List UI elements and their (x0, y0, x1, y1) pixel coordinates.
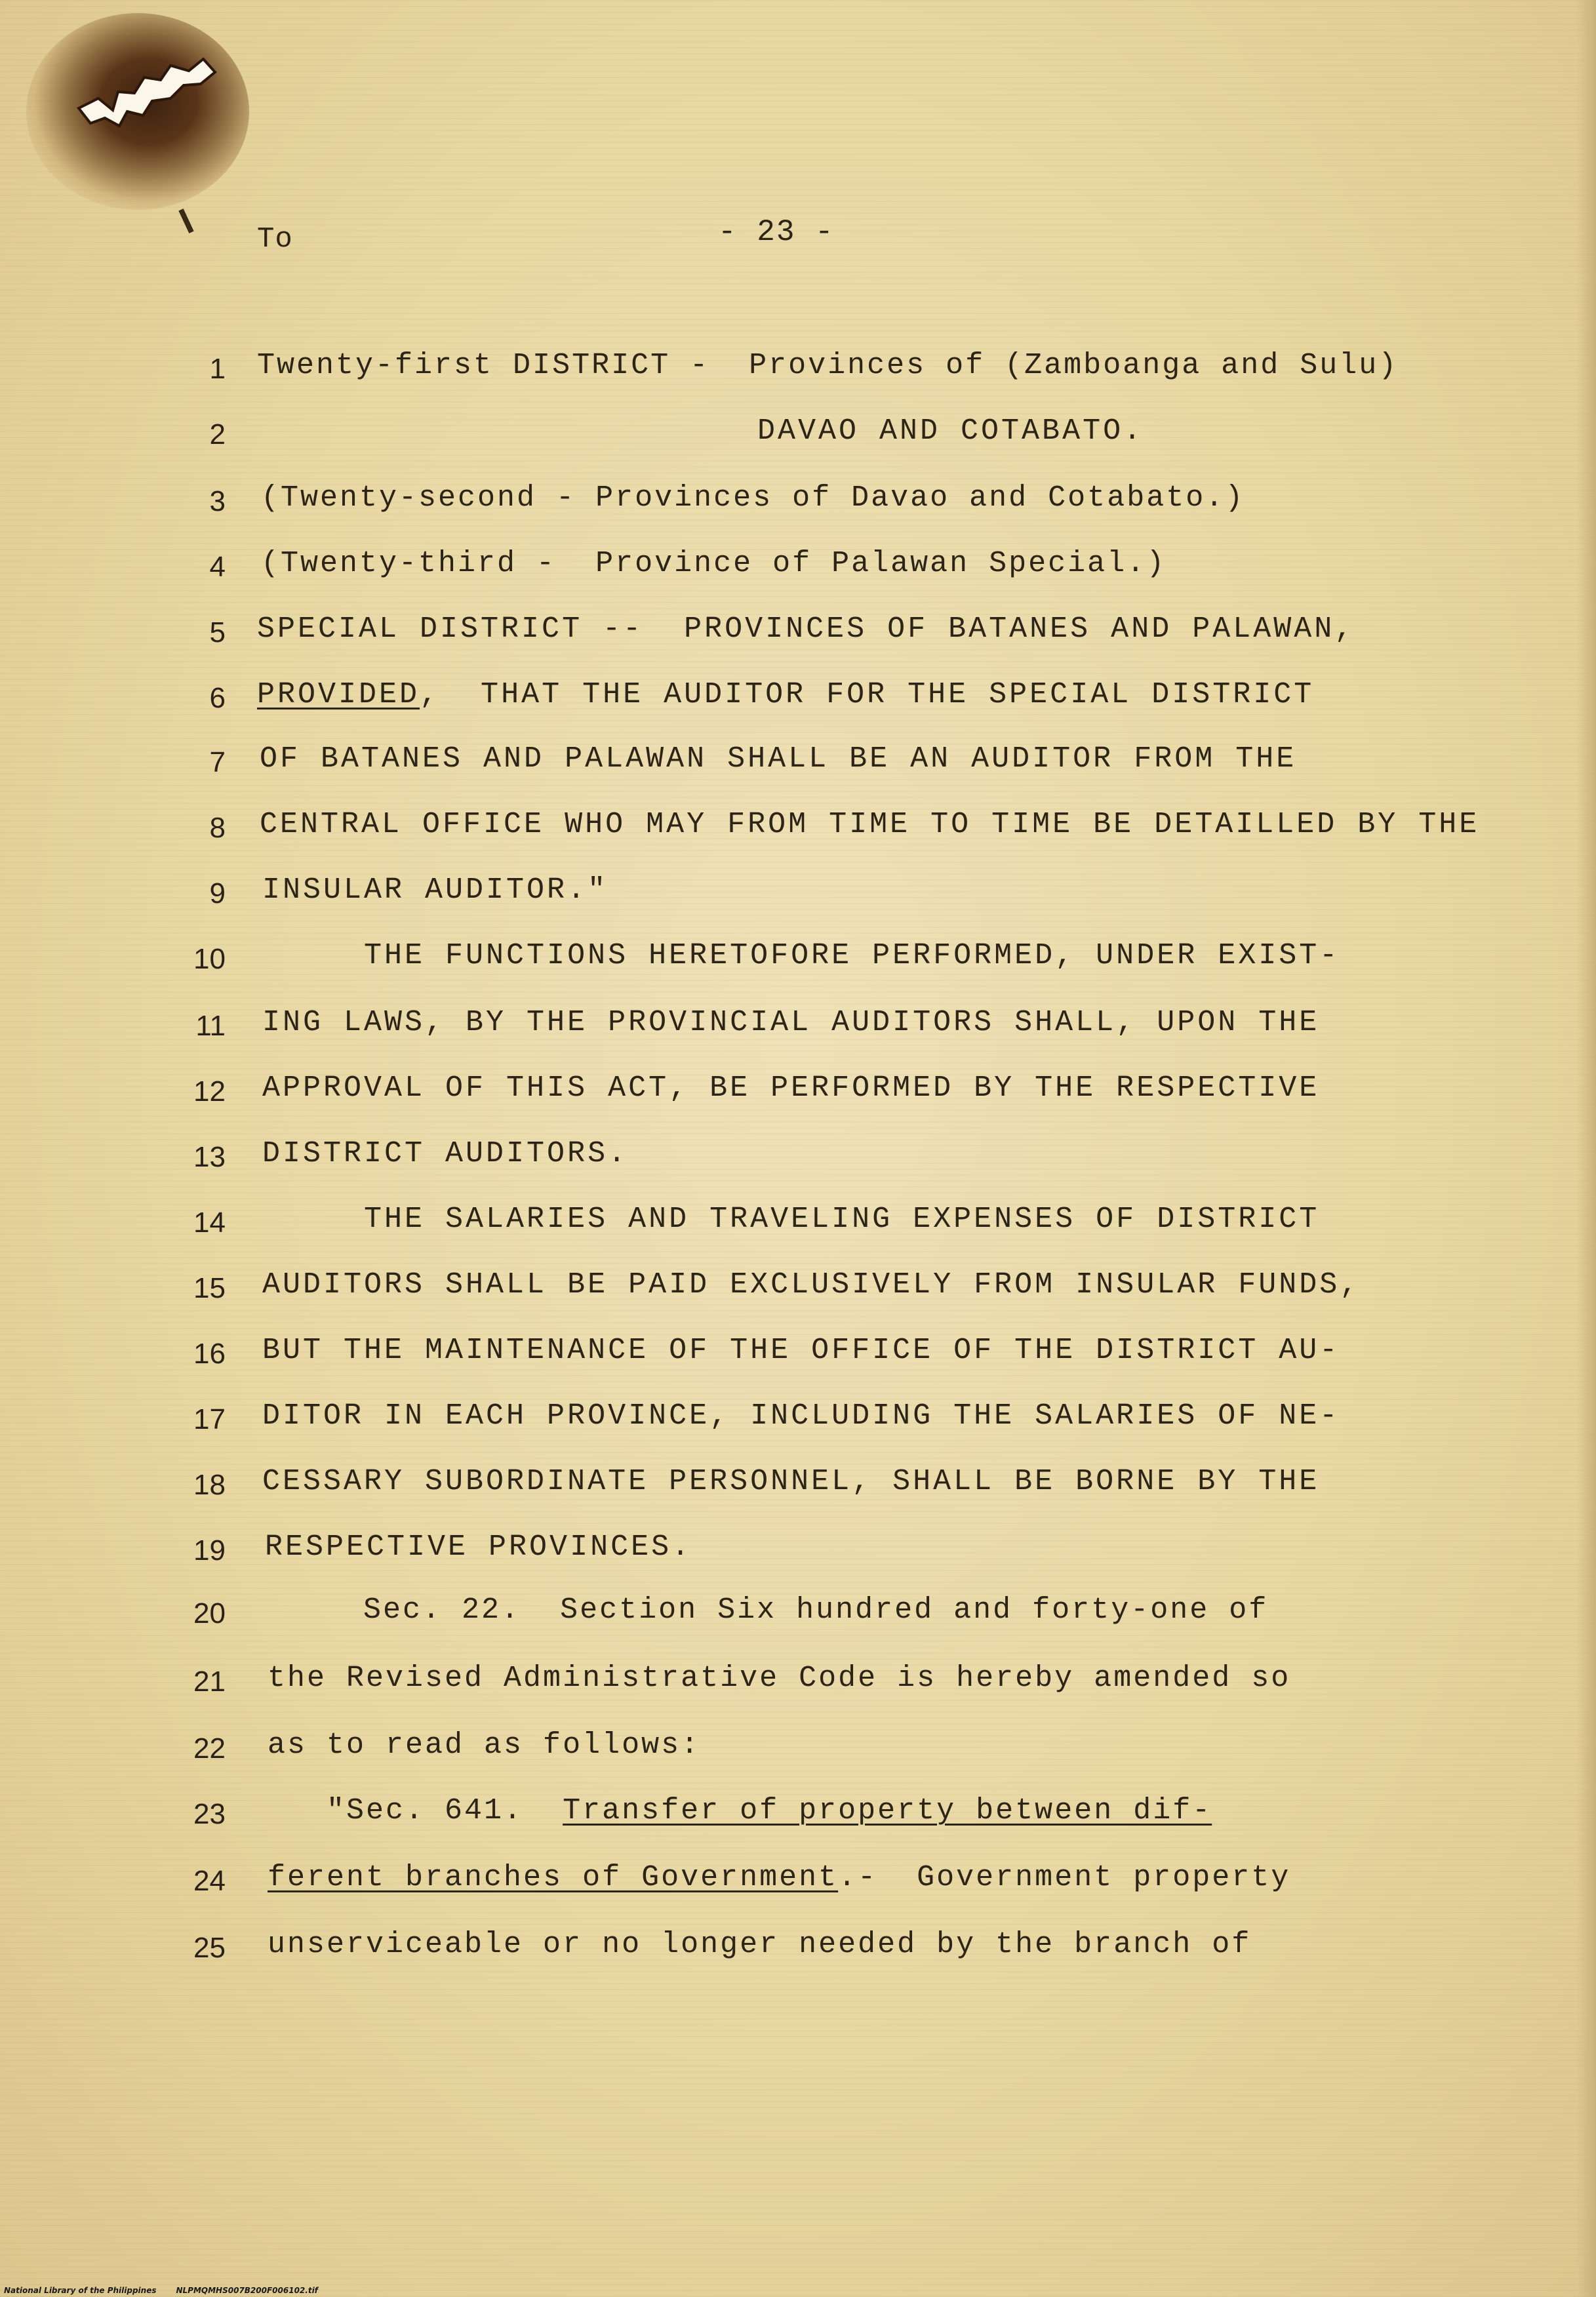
underlined-text: PROVIDED (257, 678, 420, 711)
archive-footer (4, 2286, 318, 2295)
line-text (265, 1593, 1268, 1627)
text-line (0, 936, 1596, 982)
text-segment: AUDITORS SHALL BE PAID EXCLUSIVELY FROM INSULAR FUNDS, (262, 1268, 1361, 1302)
text-line (0, 1200, 1596, 1246)
line-number: 2 (209, 418, 226, 450)
line-text (262, 873, 608, 907)
text-line (0, 740, 1596, 786)
text-segment: CENTRAL OFFICE WHO MAY FROM TIME TO TIME BE DETAILLED BY THE (260, 808, 1480, 841)
text-segment: the Revised Administrative Code is hereby amended so (268, 1662, 1291, 1695)
text-segment: BUT THE MAINTENANCE OF THE OFFICE OF THE DISTRICT AU- (262, 1334, 1340, 1367)
line-text (268, 1861, 1290, 1894)
line-number: 6 (209, 682, 226, 714)
file-id: NLPMQMHS007B200F006102.tif (176, 2286, 318, 2295)
line-number: 12 (193, 1075, 226, 1108)
line-number: 13 (193, 1141, 226, 1173)
line-text (257, 349, 1398, 382)
line-number: 10 (193, 943, 226, 975)
line-number: 7 (209, 746, 226, 778)
line-text (262, 1137, 628, 1170)
text-segment: DISTRICT AUDITORS. (262, 1137, 629, 1170)
line-text (260, 742, 1296, 776)
text-segment: , THAT THE AUDITOR FOR THE SPECIAL DISTRICT (420, 678, 1315, 711)
text-segment: Sec. 22. Section Six hundred and forty-one of (265, 1593, 1269, 1627)
line-text (262, 1203, 1319, 1236)
burn-hole-graphic (72, 46, 223, 131)
line-number: 22 (193, 1732, 226, 1765)
text-line (0, 805, 1596, 851)
text-segment: INSULAR AUDITOR." (262, 873, 608, 907)
text-line (0, 1528, 1596, 1574)
text-segment: THE SALARIES AND TRAVELING EXPENSES OF DISTRICT (262, 1203, 1320, 1236)
line-text (265, 1530, 692, 1564)
text-line (0, 1069, 1596, 1115)
text-line (0, 1266, 1596, 1311)
text-line (0, 1003, 1596, 1049)
text-line (0, 1134, 1596, 1180)
text-line (0, 871, 1596, 917)
line-number: 16 (193, 1338, 226, 1370)
text-segment: DAVAO AND COTABATO. (757, 414, 1144, 448)
line-number: 24 (193, 1865, 226, 1897)
text-line (0, 1726, 1596, 1772)
line-number: 3 (209, 485, 226, 517)
line-number: 18 (193, 1469, 226, 1501)
text-line (0, 1331, 1596, 1377)
text-line (0, 1462, 1596, 1508)
line-number: 5 (209, 616, 226, 649)
text-line (0, 479, 1596, 525)
line-number: 8 (209, 812, 226, 844)
text-line (0, 1925, 1596, 1971)
text-segment: APPROVAL OF THIS ACT, BE PERFORMED BY THE RESPECTIVE (262, 1071, 1320, 1105)
line-text (757, 414, 1144, 448)
line-number: 20 (193, 1597, 226, 1629)
line-number: 17 (193, 1403, 226, 1435)
underlined-text: Transfer of property between dif- (563, 1794, 1212, 1828)
line-number: 23 (193, 1798, 226, 1830)
to-label: To (257, 223, 293, 256)
text-line (0, 610, 1596, 656)
line-text (262, 1334, 1340, 1367)
text-segment: SPECIAL DISTRICT -- PROVINCES OF BATANES AND PALAWAN, (257, 612, 1355, 646)
text-segment: "Sec. 641. (268, 1794, 563, 1828)
text-segment: OF BATANES AND PALAWAN SHALL BE AN AUDITOR FROM THE (260, 742, 1297, 776)
text-segment: (Twenty-third - Province of Palawan Special.) (261, 547, 1167, 580)
text-segment: RESPECTIVE PROVINCES. (265, 1530, 692, 1564)
line-text (268, 1928, 1251, 1961)
line-text (268, 1728, 700, 1762)
text-segment: as to read as follows: (268, 1728, 701, 1762)
line-number: 19 (193, 1534, 226, 1567)
text-line (0, 1791, 1596, 1837)
line-number: 15 (193, 1272, 226, 1304)
text-line (0, 346, 1596, 392)
line-number: 21 (193, 1666, 226, 1698)
line-number: 1 (209, 353, 226, 385)
line-number: 4 (209, 551, 226, 583)
line-text (257, 612, 1355, 646)
text-line (0, 675, 1596, 721)
ink-tick-mark (178, 209, 193, 233)
text-segment: CESSARY SUBORDINATE PERSONNEL, SHALL BE BORNE BY THE (262, 1465, 1320, 1498)
text-segment: THE FUNCTIONS HERETOFORE PERFORMED, UNDER EXIST- (262, 939, 1340, 972)
line-text (262, 1268, 1360, 1302)
line-text (261, 547, 1166, 580)
text-line (0, 1659, 1596, 1705)
line-text (262, 1399, 1340, 1433)
line-text (268, 1794, 1212, 1828)
page-number: - 23 - (718, 215, 835, 249)
text-line (0, 1858, 1596, 1904)
line-text (262, 939, 1340, 972)
text-segment: .- Government property (838, 1861, 1291, 1894)
library-name: National Library of the Philippines (4, 2286, 157, 2295)
text-line (0, 1397, 1596, 1443)
line-text (257, 678, 1314, 711)
text-line (0, 412, 1596, 458)
text-line (0, 544, 1596, 590)
text-segment: unserviceable or no longer needed by the branch of (268, 1928, 1252, 1961)
text-segment: (Twenty-second - Provinces of Davao and Cotabato.) (261, 481, 1245, 515)
line-number: 25 (193, 1932, 226, 1964)
underlined-text: ferent branches of Government (268, 1861, 839, 1894)
text-segment: DITOR IN EACH PROVINCE, INCLUDING THE SALARIES OF NE- (262, 1399, 1340, 1433)
line-number: 11 (195, 1010, 226, 1042)
line-number: 9 (209, 877, 226, 909)
line-text (260, 808, 1479, 841)
line-text (262, 1006, 1319, 1039)
line-number: 14 (193, 1207, 226, 1239)
line-text (261, 481, 1245, 515)
line-text (262, 1071, 1319, 1105)
line-text (262, 1465, 1319, 1498)
text-line (0, 1591, 1596, 1637)
line-text (268, 1662, 1290, 1695)
text-segment: ING LAWS, BY THE PROVINCIAL AUDITORS SHALL, UPON THE (262, 1006, 1320, 1039)
text-segment: Twenty-first DISTRICT - Provinces of (Zamboanga and Sulu) (257, 349, 1399, 382)
